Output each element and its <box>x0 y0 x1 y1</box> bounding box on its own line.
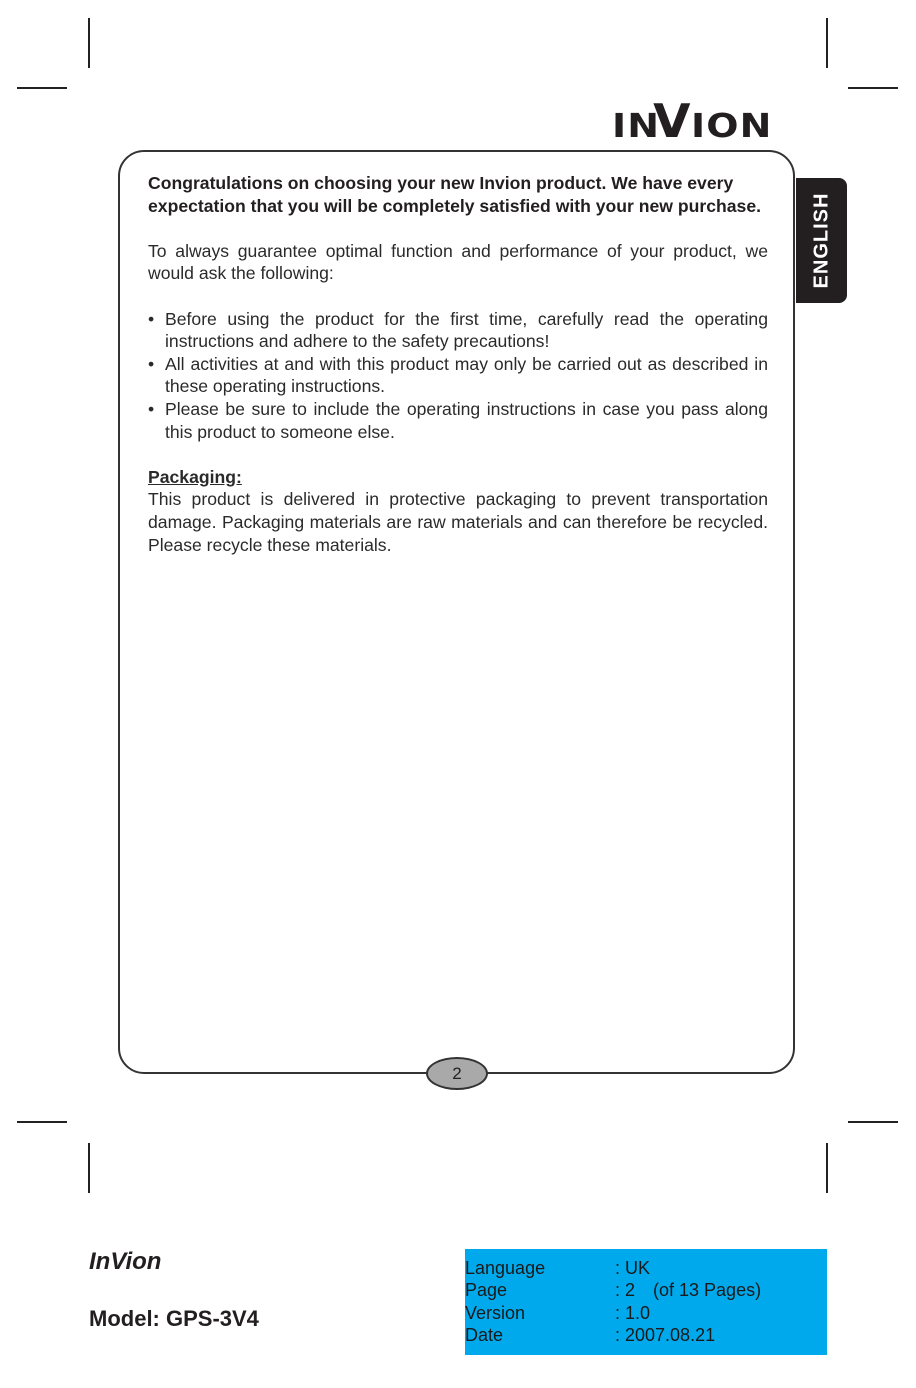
packaging-heading: Packaging: <box>148 466 242 487</box>
crop-mark-bottom-right-horizontal <box>848 1121 898 1123</box>
crop-mark-bottom-left-horizontal <box>17 1121 67 1123</box>
info-row-language: Language : UK <box>465 1258 651 1278</box>
list-item: • Please be sure to include the operating instructions in case you pass along this product to someone else. <box>148 398 768 442</box>
language-tab <box>796 178 847 303</box>
crop-mark-top-left-vertical <box>88 18 90 68</box>
list-item: • All activities at and with this product may only be carried out as described in these operating instructions. <box>148 353 768 397</box>
footer-model: Model: GPS-3V4 <box>89 1306 259 1331</box>
crop-mark-top-right-vertical <box>826 18 828 68</box>
page-number-badge: 2 <box>426 1057 488 1090</box>
manual-content <box>148 172 768 556</box>
footer-brand: InVion <box>89 1248 162 1275</box>
list-item: • Before using the product for the first time, carefully read the operating instructions and adhere to the safety precautions! <box>148 308 768 352</box>
instruction-list <box>148 308 768 444</box>
crop-mark-top-left-horizontal <box>17 87 67 89</box>
info-row-date: Date : 2007.08.21 <box>465 1325 716 1346</box>
document-info-box <box>465 1249 827 1355</box>
crop-mark-top-right-horizontal <box>848 87 898 89</box>
info-row-page: Page : 2 (of 13 Pages) <box>465 1280 762 1301</box>
intro-paragraph: Congratulations on choosing your new Invion product. We have every expectation that you will be completely satisfied with your new purchase. <box>148 173 761 216</box>
crop-mark-bottom-left-vertical <box>88 1143 90 1193</box>
crop-mark-bottom-right-vertical <box>826 1143 828 1193</box>
invion-logo: IN V ION <box>612 94 773 148</box>
request-paragraph: To always guarantee optimal function and performance of your product, we would ask the following: <box>148 240 768 284</box>
language-tab-label: ENGLISH <box>810 192 832 289</box>
info-row-version: Version : 1.0 <box>465 1302 651 1323</box>
packaging-paragraph: This product is delivered in protective packaging to prevent transportation damage. Packaging materials are raw materials and can therefore be recycled. Please recycle these materials. <box>148 489 768 555</box>
